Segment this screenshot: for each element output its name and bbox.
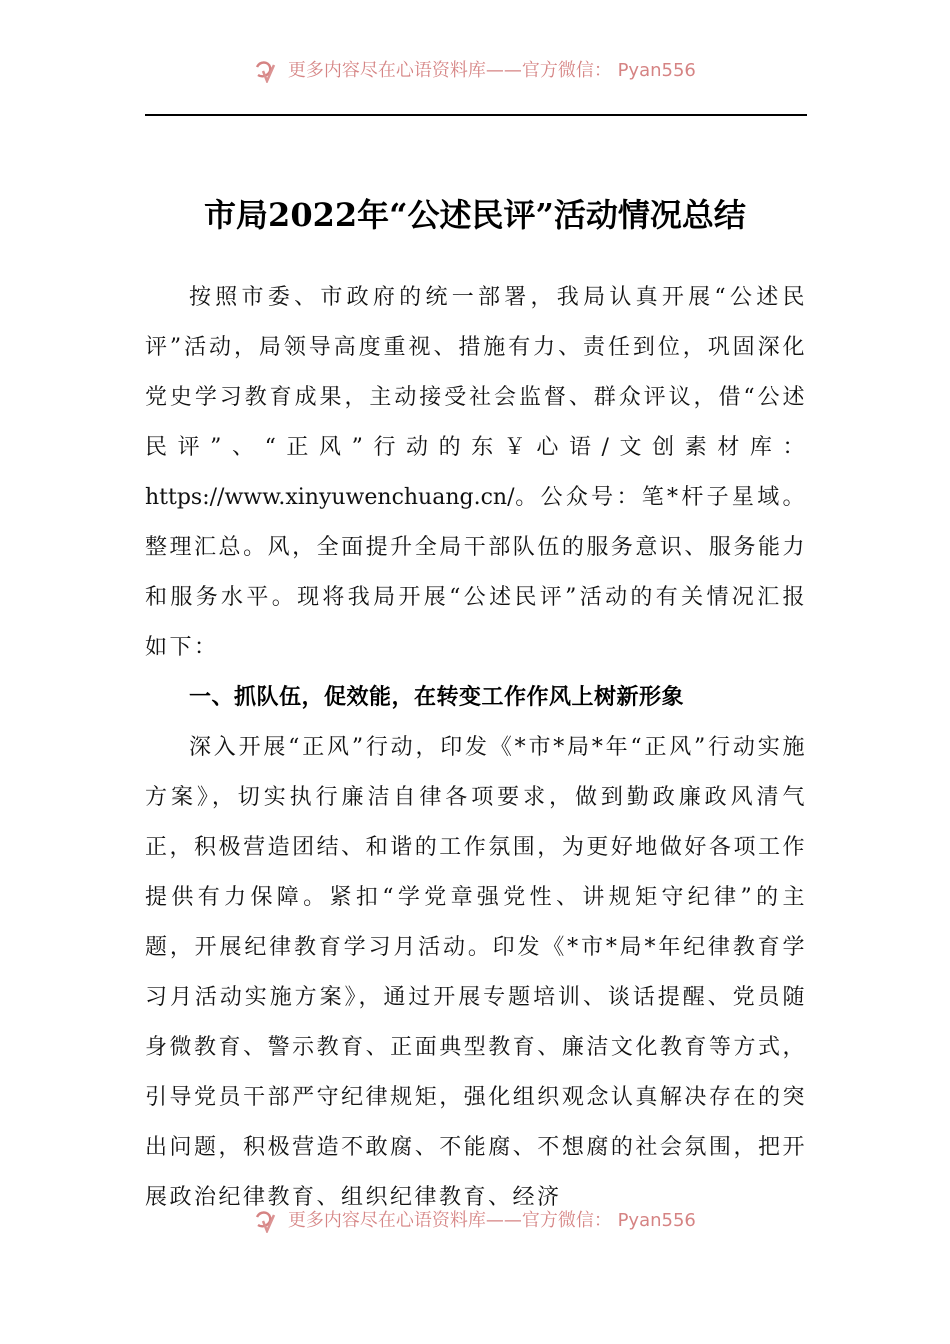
intro-url: https://www.xinyuwenchuang.cn/ bbox=[145, 485, 515, 510]
document-title: 市局2022年“公述民评”活动情况总结 bbox=[204, 196, 746, 235]
watermark-text: 更多内容尽在心语资料库——官方微信： Pyan556 bbox=[287, 1210, 696, 1231]
intro-text-part2: 。公众号：笔*杆子星域。整理汇总。风，全面提升全局干部队伍的服务意识、服务能力和服务水平。现将我局开展“公述民评”活动的有关情况汇报如下： bbox=[145, 485, 807, 660]
intro-paragraph bbox=[145, 273, 807, 673]
watermark-logo-icon bbox=[254, 59, 278, 83]
header-watermark bbox=[0, 56, 950, 86]
watermark-text: 更多内容尽在心语资料库——官方微信： Pyan556 bbox=[287, 60, 696, 81]
document-body bbox=[145, 273, 807, 1223]
section-1-paragraph: 深入开展“正风”行动，印发《*市*局*年“正风”行动实施方案》，切实执行廉洁自律各项要求，做到勤政廉政风清气正，积极营造团结、和谐的工作氛围，为更好地做好各项工作提供有力保障。紧扣“学党章强党性、讲规矩守纪律”的主题，开展纪律教育学习月活动。印发《*市*局*年纪律教育学习月活动实施方案》，通过开展专题培训、谈话提醒、党员随身微教育、警示教育、正面典型教育、廉洁文化教育等方式，引导党员干部严守纪律规矩，强化组织观念认真解决存在的突出问题，积极营造不敢腐、不能腐、不想腐的社会氛围，把开展政治纪律教育、组织纪律教育、经济 bbox=[145, 735, 807, 1210]
watermark-logo-icon bbox=[254, 1209, 278, 1233]
section-heading-1: 一、抓队伍，促效能，在转变工作作风上树新形象 bbox=[189, 685, 685, 710]
header-rule bbox=[145, 114, 807, 116]
footer-watermark bbox=[0, 1206, 950, 1236]
intro-text-part1: 按照市委、市政府的统一部署，我局认真开展“公述民评”活动，局领导高度重视、措施有力、责任到位，巩固深化党史学习教育成果，主动接受社会监督、群众评议，借“公述民评”、“正风”行动的东￥心语/文创素材库： bbox=[145, 285, 807, 460]
